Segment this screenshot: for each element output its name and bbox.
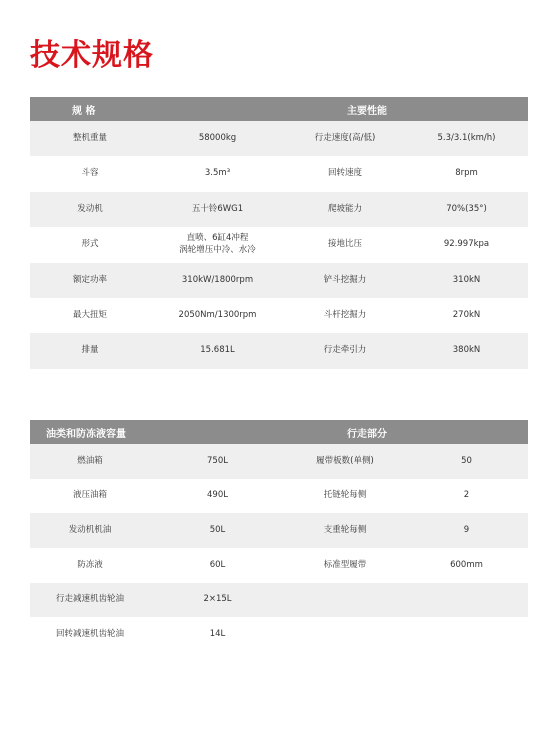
row-label xyxy=(285,583,405,618)
table-row xyxy=(30,479,528,514)
table-row xyxy=(30,192,528,227)
row-value: 270kN xyxy=(405,298,528,333)
row-value: 8rpm xyxy=(405,156,528,191)
table-row xyxy=(30,156,528,191)
table-row xyxy=(30,263,528,298)
row-value: 310kN xyxy=(405,263,528,298)
row-label: 形式 xyxy=(30,227,150,262)
row-label xyxy=(285,617,405,652)
row-value: 380kN xyxy=(405,333,528,368)
table-row xyxy=(30,513,528,548)
row-value: 15.681L xyxy=(150,333,285,368)
row-label: 支重轮每侧 xyxy=(285,513,405,548)
table-header-specifications: 规 格 xyxy=(30,97,285,121)
row-label: 托链轮每侧 xyxy=(285,479,405,514)
table-row xyxy=(30,227,528,262)
table-row xyxy=(30,444,528,479)
row-value: 直喷、6缸4冲程 涡轮增压中冷、水冷 xyxy=(150,227,285,262)
row-value: 600mm xyxy=(405,548,528,583)
table-header-fluid-capacity: 油类和防冻液容量 xyxy=(30,420,285,444)
row-label: 回转速度 xyxy=(285,156,405,191)
table-header-undercarriage: 行走部分 xyxy=(285,420,528,444)
row-label: 接地比压 xyxy=(285,227,405,262)
row-value: 60L xyxy=(150,548,285,583)
row-label: 液压油箱 xyxy=(30,479,150,514)
row-value: 2×15L xyxy=(150,583,285,618)
row-value: 490L xyxy=(150,479,285,514)
table-row xyxy=(30,548,528,583)
row-value: 50L xyxy=(150,513,285,548)
row-label: 额定功率 xyxy=(30,263,150,298)
row-value: 750L xyxy=(150,444,285,479)
row-label: 标准型履带 xyxy=(285,548,405,583)
page-title: 技术规格 xyxy=(30,38,154,73)
row-label: 行走牵引力 xyxy=(285,333,405,368)
table-row xyxy=(30,298,528,333)
table-header-performance: 主要性能 xyxy=(285,97,528,121)
row-label: 燃油箱 xyxy=(30,444,150,479)
row-label: 履带板数(单侧) xyxy=(285,444,405,479)
row-value: 70%(35°) xyxy=(405,192,528,227)
row-value: 9 xyxy=(405,513,528,548)
row-value: 五十铃6WG1 xyxy=(150,192,285,227)
row-value xyxy=(405,617,528,652)
row-value: 3.5m³ xyxy=(150,156,285,191)
row-label: 回转减速机齿轮油 xyxy=(30,617,150,652)
row-value: 92.997kpa xyxy=(405,227,528,262)
row-label: 爬坡能力 xyxy=(285,192,405,227)
row-value: 58000kg xyxy=(150,121,285,156)
row-label: 行走速度(高/低) xyxy=(285,121,405,156)
row-label: 排量 xyxy=(30,333,150,368)
row-value: 2050Nm/1300rpm xyxy=(150,298,285,333)
row-label: 斗容 xyxy=(30,156,150,191)
table-row xyxy=(30,617,528,652)
row-label: 行走减速机齿轮油 xyxy=(30,583,150,618)
row-label: 发动机机油 xyxy=(30,513,150,548)
row-label: 防冻液 xyxy=(30,548,150,583)
row-label: 铲斗挖掘力 xyxy=(285,263,405,298)
row-value xyxy=(405,583,528,618)
capacity-table xyxy=(30,420,528,652)
row-value: 5.3/3.1(km/h) xyxy=(405,121,528,156)
row-value: 310kW/1800rpm xyxy=(150,263,285,298)
specifications-table xyxy=(30,97,528,369)
row-label: 斗杆挖掘力 xyxy=(285,298,405,333)
row-value: 2 xyxy=(405,479,528,514)
table-row xyxy=(30,121,528,156)
row-value: 14L xyxy=(150,617,285,652)
row-value: 50 xyxy=(405,444,528,479)
row-label: 最大扭矩 xyxy=(30,298,150,333)
row-label: 整机重量 xyxy=(30,121,150,156)
row-label: 发动机 xyxy=(30,192,150,227)
table-row xyxy=(30,583,528,618)
table-row xyxy=(30,333,528,368)
